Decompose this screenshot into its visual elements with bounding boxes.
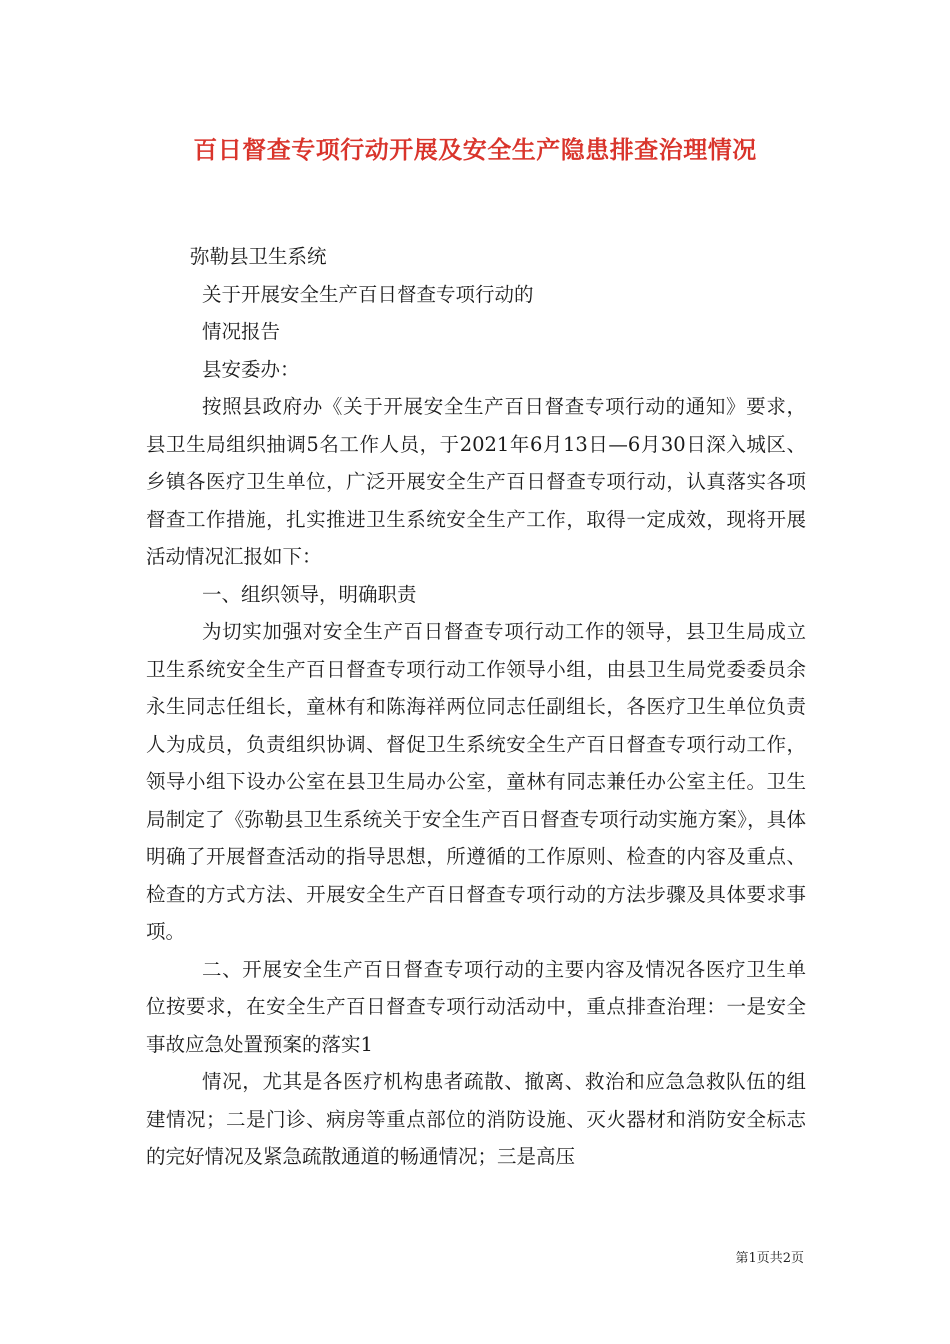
org-name-line: 弥勒县卫生系统 <box>190 245 327 268</box>
paragraph-organization: 为切实加强对安全生产百日督查专项行动工作的领导，县卫生局成立卫生系统安全生产百日督查专项行动工作领导小组，由县卫生局党委委员余永生同志任组长，童林有和陈海祥两位同志任副组长，各医疗卫生单位负责人为成员，负责组织协调、督促卫生系统安全生产百日督查专项行动工作，领导小组下设办公室在县卫生局办公室，童林有同志兼任办公室主任。卫生局制定了《弥勒县卫生系统关于安全生产百日督查专项行动实施方案》，具体明确了开展督查活动的指导思想，所遵循的工作原则、检查的内容及重点、检查的方式方法、开展安全生产百日督查专项行动的方法步骤及具体要求事项。 <box>146 620 806 943</box>
report-title-line-2: 情况报告 <box>202 320 281 343</box>
document-title: 百日督查专项行动开展及安全生产隐患排查治理情况 <box>193 135 757 164</box>
paragraph-intro: 按照县政府办《关于开展安全生产百日督查专项行动的通知》要求，县卫生局组织抽调5名工作人员，于2021年6月13日—6月30日深入城区、乡镇各医疗卫生单位，广泛开展安全生产百日督查专项行动，认真落实各项督查工作措施，扎实推进卫生系统安全生产工作，取得一定成效，现将开展活动情况汇报如下： <box>146 395 806 568</box>
addressee-line: 县安委办： <box>202 357 300 381</box>
paragraph-section-2: 二、开展安全生产百日督查专项行动的主要内容及情况各医疗卫生单位按要求，在安全生产百日督查专项行动活动中，重点排查治理：一是安全事故应急处置预案的落实1 <box>146 957 806 1056</box>
page-number: 第1页共2页 <box>735 1251 804 1266</box>
section-heading-1: 一、组织领导，明确职责 <box>202 582 417 606</box>
paragraph-continued: 情况，尤其是各医疗机构患者疏散、撤离、救治和应急急救队伍的组建情况；二是门诊、病房等重点部位的消防设施、灭火器材和消防安全标志的完好情况及紧急疏散通道的畅通情况；三是高压 <box>146 1070 806 1168</box>
document-body <box>146 238 806 1176</box>
report-title-line-1: 关于开展安全生产百日督查专项行动的 <box>202 282 534 306</box>
